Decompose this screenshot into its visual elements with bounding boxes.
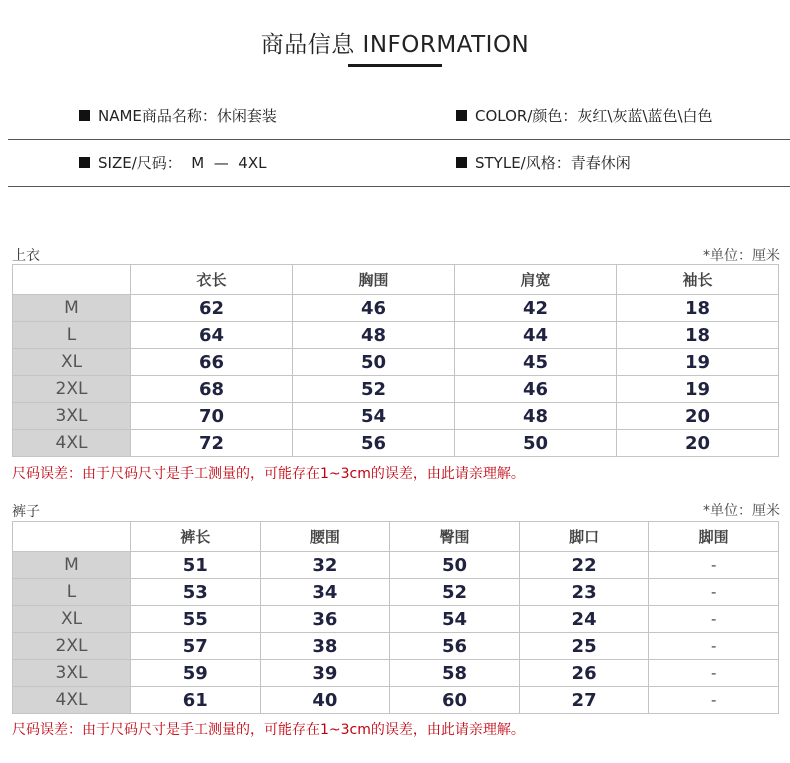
info-size-text: SIZE/尺码： M — 4XL <box>98 154 267 172</box>
value-cell: 32 <box>260 552 390 579</box>
info-style-text: STYLE/风格：青春休闲 <box>475 154 631 172</box>
value-cell: 50 <box>390 552 520 579</box>
value-cell: 54 <box>390 606 520 633</box>
column-header: 衣长 <box>131 265 293 295</box>
top-section-label: 上衣 <box>12 248 40 264</box>
size-cell: 4XL <box>13 430 131 457</box>
page-title: 商品信息 INFORMATION <box>260 32 530 58</box>
size-cell: XL <box>13 606 131 633</box>
value-cell: 42 <box>455 295 617 322</box>
value-cell: 20 <box>617 403 779 430</box>
value-cell: 36 <box>260 606 390 633</box>
value-cell: 48 <box>293 322 455 349</box>
info-style <box>456 140 631 186</box>
title-underline <box>348 64 442 67</box>
info-row-1 <box>8 93 790 140</box>
table-row <box>13 552 779 579</box>
value-cell: 52 <box>390 579 520 606</box>
value-cell: 39 <box>260 660 390 687</box>
column-header: 裤长 <box>131 522 261 552</box>
value-cell: 18 <box>617 295 779 322</box>
size-cell: M <box>13 295 131 322</box>
value-cell: 68 <box>131 376 293 403</box>
pants-size-table <box>12 521 779 714</box>
value-cell: 50 <box>455 430 617 457</box>
value-cell: 20 <box>617 430 779 457</box>
size-cell: 4XL <box>13 687 131 714</box>
pants-section-label: 裤子 <box>12 504 40 520</box>
value-cell: 48 <box>455 403 617 430</box>
top-unit-label: *单位：厘米 <box>703 248 780 264</box>
size-cell: L <box>13 322 131 349</box>
table-row <box>13 376 779 403</box>
table-row <box>13 322 779 349</box>
value-cell: 58 <box>390 660 520 687</box>
value-cell: 18 <box>617 322 779 349</box>
size-cell: 2XL <box>13 633 131 660</box>
value-cell: 26 <box>519 660 649 687</box>
top-size-table <box>12 264 779 457</box>
column-header: 袖长 <box>617 265 779 295</box>
table-row <box>13 430 779 457</box>
table-row <box>13 403 779 430</box>
table-corner-cell <box>13 522 131 552</box>
table-row <box>13 349 779 376</box>
column-header: 臀围 <box>390 522 520 552</box>
info-color <box>456 93 713 139</box>
table-row <box>13 579 779 606</box>
value-cell: 60 <box>390 687 520 714</box>
value-cell: 46 <box>293 295 455 322</box>
column-header: 腰围 <box>260 522 390 552</box>
value-cell: - <box>649 633 779 660</box>
size-cell: 3XL <box>13 403 131 430</box>
value-cell: 56 <box>390 633 520 660</box>
table-row <box>13 606 779 633</box>
column-header: 肩宽 <box>455 265 617 295</box>
value-cell: 27 <box>519 687 649 714</box>
value-cell: 59 <box>131 660 261 687</box>
value-cell: 62 <box>131 295 293 322</box>
value-cell: 44 <box>455 322 617 349</box>
value-cell: 54 <box>293 403 455 430</box>
value-cell: 64 <box>131 322 293 349</box>
value-cell: - <box>649 606 779 633</box>
value-cell: 51 <box>131 552 261 579</box>
info-name-text: NAME商品名称：休闲套装 <box>98 107 277 125</box>
pants-unit-label: *单位：厘米 <box>703 503 780 519</box>
square-bullet-icon <box>456 157 467 168</box>
value-cell: 53 <box>131 579 261 606</box>
size-cell: XL <box>13 349 131 376</box>
value-cell: 45 <box>455 349 617 376</box>
square-bullet-icon <box>456 110 467 121</box>
table-row <box>13 295 779 322</box>
column-header: 胸围 <box>293 265 455 295</box>
value-cell: 55 <box>131 606 261 633</box>
pants-size-note: 尺码误差：由于尺码尺寸是手工测量的，可能存在1~3cm的误差，由此请亲理解。 <box>12 722 525 738</box>
table-header-row <box>13 265 779 295</box>
value-cell: 56 <box>293 430 455 457</box>
square-bullet-icon <box>79 157 90 168</box>
table-row <box>13 687 779 714</box>
square-bullet-icon <box>79 110 90 121</box>
size-cell: 2XL <box>13 376 131 403</box>
value-cell: 50 <box>293 349 455 376</box>
top-size-note: 尺码误差：由于尺码尺寸是手工测量的，可能存在1~3cm的误差，由此请亲理解。 <box>12 466 525 482</box>
value-cell: 46 <box>455 376 617 403</box>
info-name <box>79 93 277 139</box>
table-row <box>13 633 779 660</box>
value-cell: 34 <box>260 579 390 606</box>
value-cell: 23 <box>519 579 649 606</box>
column-header: 脚口 <box>519 522 649 552</box>
value-cell: 40 <box>260 687 390 714</box>
value-cell: 57 <box>131 633 261 660</box>
value-cell: 25 <box>519 633 649 660</box>
table-corner-cell <box>13 265 131 295</box>
value-cell: - <box>649 579 779 606</box>
info-size <box>79 140 266 186</box>
value-cell: 52 <box>293 376 455 403</box>
info-color-text: COLOR/颜色：灰红\灰蓝\蓝色\白色 <box>475 107 713 125</box>
size-cell: L <box>13 579 131 606</box>
value-cell: 70 <box>131 403 293 430</box>
size-cell: M <box>13 552 131 579</box>
size-cell: 3XL <box>13 660 131 687</box>
value-cell: - <box>649 687 779 714</box>
value-cell: 22 <box>519 552 649 579</box>
value-cell: - <box>649 660 779 687</box>
column-header: 脚围 <box>649 522 779 552</box>
table-row <box>13 660 779 687</box>
table-header-row <box>13 522 779 552</box>
value-cell: 72 <box>131 430 293 457</box>
value-cell: - <box>649 552 779 579</box>
value-cell: 66 <box>131 349 293 376</box>
value-cell: 19 <box>617 376 779 403</box>
value-cell: 38 <box>260 633 390 660</box>
value-cell: 19 <box>617 349 779 376</box>
value-cell: 24 <box>519 606 649 633</box>
value-cell: 61 <box>131 687 261 714</box>
info-row-2 <box>8 140 790 187</box>
